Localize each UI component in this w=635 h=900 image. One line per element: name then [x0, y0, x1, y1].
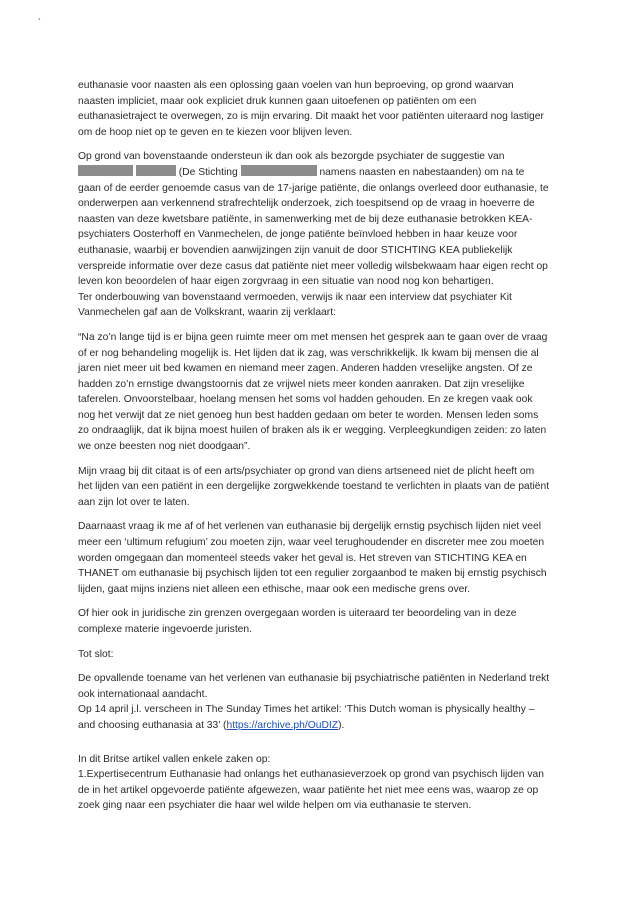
redaction-bar [241, 165, 317, 176]
redaction-bar [136, 165, 176, 176]
document-page [78, 78, 550, 823]
paragraph-british-article: In dit Britse artikel vallen enkele zaken op: [78, 753, 271, 765]
paragraph-sunday-times-text: Op 14 april j.l. verscheen in The Sunday Times het artikel: ‘This Dutch woman is physically healthy – and choosing euthanasia at 33’ ( [78, 704, 535, 731]
paragraph-juridical: Of hier ook in juridische zin grenzen overgegaan worden is uiteraard ter beoordeling van in deze complexe materie ingevoerde juristen. [78, 608, 517, 635]
paragraph-question: Mijn vraag bij dit citaat is of een arts/psychiater op grond van diens artseneed niet de plicht heeft om het lijden van een patiënt in een dergelijke zorgwekkende toestand te verlichten in plaats van de patiënt aan zijn lot over te laten. [78, 465, 550, 508]
paragraph-sunday-times-end: ). [338, 719, 345, 731]
paragraph-reference: Ter onderbouwing van bovenstaand vermoeden, verwijs ik naar een interview dat psychiater Kit Vanmechelen gaf aan de Volkskrant, waarin zij verklaart: [78, 291, 512, 319]
scan-speck: ˎ [38, 10, 42, 21]
paragraph-ultimum-refugium: Daarnaast vraag ik me af of het verlenen van euthanasie bij dergelijk ernstig psychisch lijden niet veel meer een ‘ultimum refugium’ zou moeten zijn, waar veel terughoudender en discreter mee zou moeten worden omgegaan dan momenteel steeds vaker het geval is. Het streven van STICHTING KEA en THANET om euthanasie bij psychisch lijden tot een regulier zorgaanbod te maken bij ernstig psychisch lijden, gaat mijns inziens niet alleen een ethische, maar ook een medische grens over. [78, 521, 547, 595]
paragraph-suggestion-start: Op grond van bovenstaande ondersteun ik dan ook als bezorgde psychiater de suggestie van [78, 151, 505, 163]
paragraph-closing-heading: Tot slot: [78, 648, 114, 660]
paragraph-suggestion-stichting: (De Stichting [178, 166, 238, 178]
paragraph-intro: euthanasie voor naasten als een oplossing gaan voelen van hun beproeving, op grond waarvan naasten impliciet, maar ook expliciet druk kunnen gaan uitoefenen op patiënten om een euthanasietraject te overwegen, zo is mijn ervaring. Dit maakt het voor patiënten uiteraard nog lastiger om de hoop niet op te geven en te kiezen voor blijven leven. [78, 80, 544, 138]
paragraph-international: De opvallende toename van het verlenen van euthanasie bij psychiatrische patiënten in Nederland trekt ook internationaal aandacht. [78, 673, 550, 700]
paragraph-suggestion-rest: namens naasten en nabestaanden) om na te gaan of de eerder genoemde casus van de 17-jarige patiënte, die onlangs overleed door euthanasie, te onderwerpen aan verkennend strafrechtelijk onderzoek, zich toespitsend op de vraag in hoeverre de naasten van deze kwetsbare patiënte, in samenwerking met de bij deze euthanasie betrokken KEA-psychiaters Oosterhoff en Vanmechelen, de jonge patiënte beïnvloed hebben in haar keuze voor euthanasie, waarbij er bovendien aanwijzingen zijn vanuit de door STICHTING KEA publiekelijk verspreide informatie over deze casus dat patiënte niet meer volledig wilsbekwaam haar eigen recht op leven kon beoordelen of haar eigen zorgvraag in een situatie van nood nog kon behartigen. [78, 166, 549, 288]
paragraph-point-one: 1.Expertisecentrum Euthanasie had onlangs het euthanasieverzoek op grond van psychisch lijden van de in het artikel opgevoerde patiënte afgewezen, waar patiënte het niet mee eens was, waarop ze op zoek ging naar een psychiater die haar wel wilde helpen om via euthanasie te sterven. [78, 769, 544, 812]
paragraph-suggestion [78, 149, 550, 289]
redaction-bar [78, 165, 133, 176]
archive-link[interactable]: https://archive.ph/OuDIZ [226, 719, 339, 731]
paragraph-sunday-times [78, 702, 550, 733]
quote-paragraph: “Na zo’n lange tijd is er bijna geen ruimte meer om met mensen het gesprek aan te gaan over de vraag of er nog behandeling mogelijk is. Het lijden dat ik zag, was verschrikkelijk. Ik kwam bij mensen die al jaren niet meer uit bed kwamen en niemand meer zagen. Anderen hadden vreselijke angsten. Of ze hadden zo’n ernstige dwangstoornis dat ze vrijwel niets meer konden aanraken. Dat zijn vreselijke taferelen. Onvoorstelbaar, hoelang mensen het soms vol hadden gehouden. En ze kregen vaak ook nog het verwijt dat ze niet genoeg hun best hadden gedaan om beter te worden. Mensen leden soms zo ondraaglijk, dat ik bijna moest huilen of braken als ik er wegging. Verpleegkundigen zeiden: zo laten we onze beesten nog niet doodgaan”. [78, 331, 548, 453]
